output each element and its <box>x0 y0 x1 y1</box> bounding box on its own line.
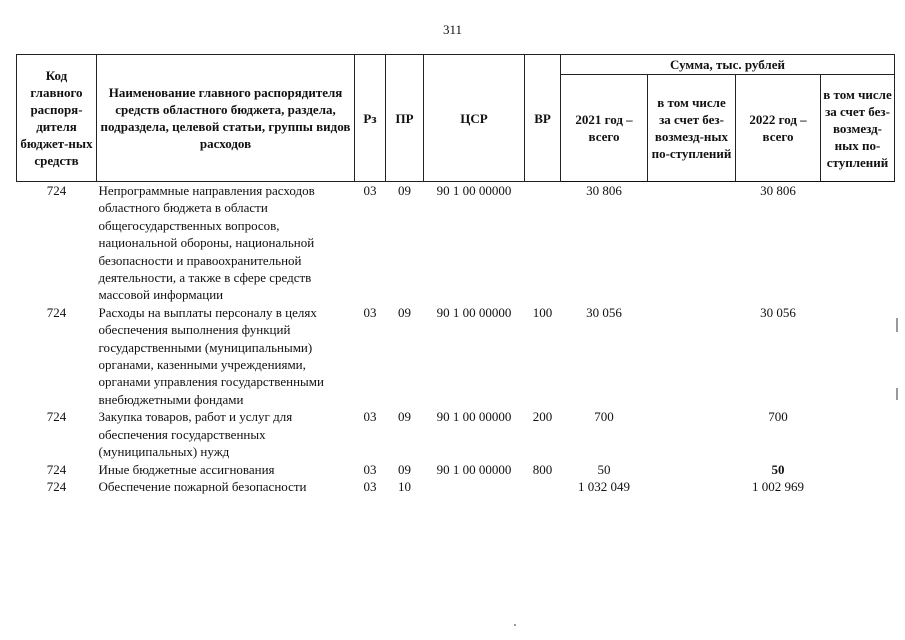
table-body <box>17 182 895 496</box>
row-rz: 03 <box>363 461 377 477</box>
row-pr: 09 <box>398 461 411 477</box>
row-name: Иные бюджетные ассигнования <box>98 461 275 477</box>
row-2022-free <box>821 182 895 304</box>
row-2021-free <box>648 182 736 304</box>
row-pr: 09 <box>398 183 411 198</box>
table-header <box>17 55 895 182</box>
row-csr: 90 1 00 00000 <box>436 183 512 198</box>
row-2021-total: 700 <box>594 409 614 425</box>
row-csr: 90 1 00 00000 <box>436 304 512 320</box>
row-name: Расходы на выплаты персоналу в целях обеспечения выполнения функций государственными (муниципальными) органами, казенными учреждениями, органами управления государственными внебюджетными фондами <box>98 304 324 407</box>
row-rz: 03 <box>363 409 377 425</box>
row-2021-free <box>648 304 736 408</box>
table-row <box>17 304 895 408</box>
row-2022-total: 700 <box>768 409 788 425</box>
row-pr: 09 <box>398 409 411 425</box>
row-vr: 100 <box>532 304 553 320</box>
row-code: 724 <box>46 304 67 320</box>
header-sum-group: Сумма, тыс. рублей <box>561 55 895 75</box>
row-name: Закупка товаров, работ и услуг для обеспечения государственных (муниципальных) нужд <box>98 409 293 460</box>
row-name: Непрограммные направления расходов областного бюджета в области общегосударственных вопросов, национальной обороны, национальной безопасности и правоохранительной деятельности, а также в сфере средств массовой информации <box>98 183 315 303</box>
row-2022-total: 30 806 <box>760 183 796 198</box>
row-2021-total: 50 <box>597 461 611 477</box>
header-2021-free: в том числе за счет без-возмезд-ных по-ступлений <box>648 75 736 182</box>
row-vr: 200 <box>532 409 553 425</box>
row-vr: 800 <box>532 461 553 477</box>
row-csr: 90 1 00 00000 <box>436 409 512 425</box>
row-pr: 10 <box>398 478 411 494</box>
row-pr: 09 <box>398 304 411 320</box>
budget-table <box>16 54 895 495</box>
header-2022-total: 2022 год – всего <box>736 75 821 182</box>
row-vr <box>525 478 561 495</box>
row-2022-total: 30 056 <box>760 304 796 320</box>
scan-artifact <box>896 318 898 332</box>
page-number: 311 <box>442 22 463 37</box>
row-code: 724 <box>46 461 67 477</box>
row-2021-free <box>648 408 736 460</box>
header-pr: ПР <box>386 55 424 182</box>
row-2022-free <box>821 408 895 460</box>
row-2022-free <box>821 461 895 478</box>
row-2022-total: 50 <box>771 461 785 477</box>
table-row <box>17 461 895 478</box>
row-2021-free <box>648 478 736 495</box>
row-vr <box>525 182 561 304</box>
header-vr: ВР <box>525 55 561 182</box>
table-row <box>17 182 895 304</box>
header-2022-free: в том числе за счет без-возмезд-ных по-ступлений <box>821 75 895 182</box>
table-row <box>17 408 895 460</box>
row-rz: 03 <box>363 304 377 320</box>
row-csr <box>424 478 525 495</box>
header-csr: ЦСР <box>424 55 525 182</box>
table-row <box>17 478 895 495</box>
header-name: Наименование главного распорядителя средств областного бюджета, раздела, подраздела, целевой статьи, группы видов расходов <box>97 55 355 182</box>
row-2021-total: 30 806 <box>586 183 622 198</box>
row-rz: 03 <box>363 478 377 494</box>
row-2022-free <box>821 478 895 495</box>
header-2021-total: 2021 год – всего <box>561 75 648 182</box>
row-rz: 03 <box>363 183 377 198</box>
row-2022-total: 1 002 969 <box>752 478 804 494</box>
row-2022-free <box>821 304 895 408</box>
row-name: Обеспечение пожарной безопасности <box>98 478 307 494</box>
row-code: 724 <box>46 478 67 494</box>
scan-artifact <box>514 624 516 626</box>
scan-artifact <box>896 388 898 400</box>
row-2021-free <box>648 461 736 478</box>
row-code: 724 <box>46 409 67 425</box>
row-csr: 90 1 00 00000 <box>436 461 512 477</box>
row-2021-total: 30 056 <box>586 304 622 320</box>
row-2021-total: 1 032 049 <box>578 478 630 494</box>
row-code: 724 <box>46 183 67 198</box>
header-code: Код главного распоря-дителя бюджет-ных средств <box>17 55 97 182</box>
header-rz: Рз <box>355 55 386 182</box>
